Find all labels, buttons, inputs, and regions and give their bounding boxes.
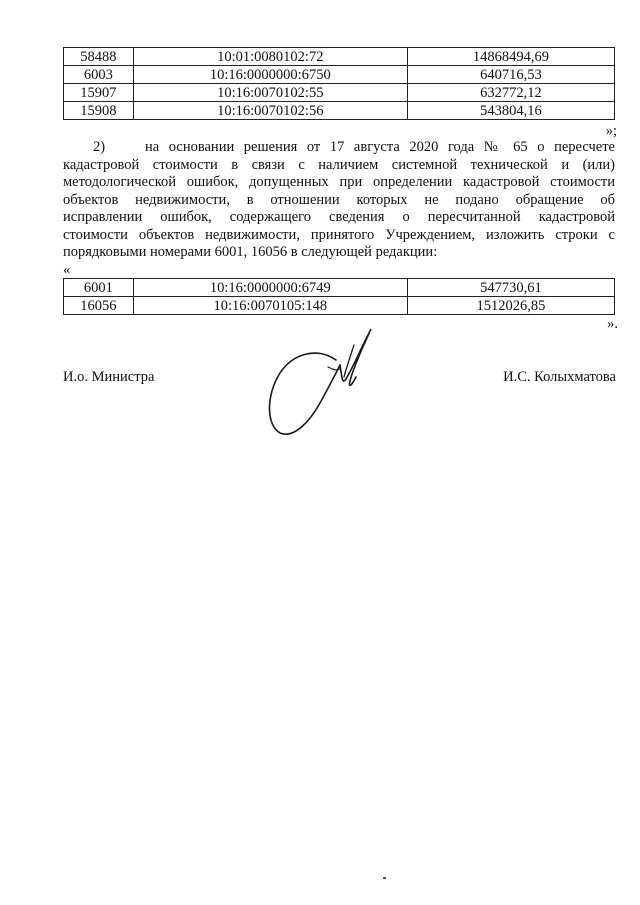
cadastral-value-cell: 543804,16 bbox=[407, 102, 614, 120]
table-row bbox=[64, 66, 615, 84]
opening-quote-bottom: « bbox=[63, 262, 71, 278]
row-number-cell: 16056 bbox=[64, 297, 134, 315]
cadastral-table-top bbox=[63, 47, 615, 120]
cadastral-value-cell: 14868494,69 bbox=[407, 48, 614, 66]
row-number-cell: 15908 bbox=[64, 102, 134, 120]
signatory-position: И.о. Министра bbox=[63, 369, 155, 385]
cadastral-value-cell: 632772,12 bbox=[407, 84, 614, 102]
table-row bbox=[64, 102, 615, 120]
paragraph-line: кадастровой стоимости в связи с наличием системной технической и (или) bbox=[63, 156, 615, 173]
closing-quote-bottom: ». bbox=[607, 316, 618, 332]
paragraph-line: методологической ошибок, допущенных при определении кадастровой стоимости bbox=[63, 174, 615, 190]
cadastral-value-cell: 1512026,85 bbox=[407, 297, 614, 315]
signatory-name: И.С. Колыхматова bbox=[503, 369, 616, 385]
paragraph-line bbox=[63, 139, 615, 157]
cadastral-value-cell: 547730,61 bbox=[407, 279, 614, 297]
cadastral-value-cell: 640716,53 bbox=[407, 66, 614, 84]
table-row bbox=[64, 48, 615, 66]
paragraph-number: 2) bbox=[93, 139, 106, 155]
cadastral-number-cell: 10:16:0000000:6749 bbox=[133, 279, 407, 297]
row-number-cell: 15907 bbox=[64, 84, 134, 102]
closing-quote-top: »; bbox=[605, 123, 617, 139]
cadastral-number-cell: 10:16:0000000:6750 bbox=[133, 66, 407, 84]
cadastral-number-cell: 10:01:0080102:72 bbox=[133, 48, 407, 66]
paragraph-2 bbox=[63, 139, 615, 262]
table-row bbox=[64, 297, 615, 315]
scan-speck bbox=[383, 877, 386, 879]
cadastral-number-cell: 10:16:0070105:148 bbox=[133, 297, 407, 315]
row-number-cell: 6003 bbox=[64, 66, 134, 84]
handwritten-signature bbox=[258, 325, 388, 440]
paragraph-line: исправлении ошибок, содержащего сведения о пересчитанной кадастровой bbox=[63, 209, 615, 225]
table-row bbox=[64, 279, 615, 297]
cadastral-number-cell: 10:16:0070102:56 bbox=[133, 102, 407, 120]
row-number-cell: 58488 bbox=[64, 48, 134, 66]
paragraph-line: стоимости объектов недвижимости, принятого Учреждением, изложить строки с bbox=[63, 226, 615, 243]
row-number-cell: 6001 bbox=[64, 279, 134, 297]
cadastral-number-cell: 10:16:0070102:55 bbox=[133, 84, 407, 102]
paragraph-line-text: на основании решения от 17 августа 2020 года № 65 о пересчете bbox=[145, 139, 615, 155]
cadastral-table-bottom bbox=[63, 278, 615, 315]
paragraph-line: объектов недвижимости, в отношении которых не подано обращение об bbox=[63, 191, 615, 208]
table-row bbox=[64, 84, 615, 102]
paragraph-line: порядковыми номерами 6001, 16056 в следующей редакции: bbox=[63, 244, 438, 260]
